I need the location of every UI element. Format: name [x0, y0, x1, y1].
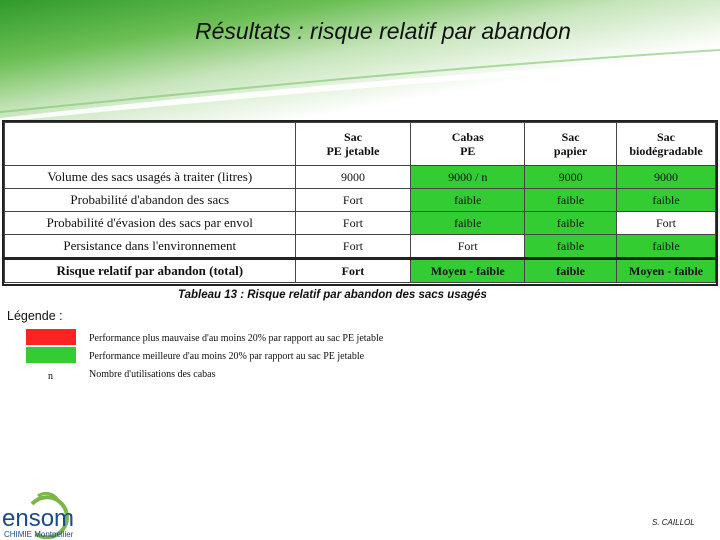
table-cell: faible [525, 212, 617, 235]
table-cell: 9000 [525, 166, 617, 189]
table-total-row [5, 259, 716, 283]
table-cell: faible [617, 235, 716, 259]
legend-text-symbol: Nombre d'utilisations des cabas [89, 369, 216, 380]
legend-title: Légende : [7, 309, 63, 323]
table-cell: Fort [295, 259, 411, 283]
header-col-4: Sac biodégradable [617, 123, 716, 166]
table-cell: faible [525, 259, 617, 283]
table-cell: Moyen - faible [411, 259, 525, 283]
slide-title: Résultats : risque relatif par abandon [195, 18, 571, 44]
table-cell: Fort [295, 189, 411, 212]
header-empty [5, 123, 296, 166]
table-cell: Fort [295, 235, 411, 259]
table-header-row [5, 123, 716, 166]
table-row [5, 212, 716, 235]
table-cell: Fort [411, 235, 525, 259]
table-cell: Moyen - faible [617, 259, 716, 283]
table-cell: 9000 [617, 166, 716, 189]
legend-text-better: Performance meilleure d'au moins 20% par rapport au sac PE jetable [89, 351, 365, 362]
table-cell: faible [617, 189, 716, 212]
table-caption: Tableau 13 : Risque relatif par abandon des sacs usagés [178, 289, 487, 301]
table-cell: faible [525, 189, 617, 212]
total-label: Risque relatif par abandon (total) [5, 259, 296, 283]
table-cell: faible [525, 235, 617, 259]
table-row [5, 235, 716, 259]
header-col-2: Cabas PE [411, 123, 525, 166]
table-cell: Fort [617, 212, 716, 235]
table-cell: faible [411, 212, 525, 235]
author-credit: S. CAILLOL [652, 518, 695, 527]
table-row [5, 166, 716, 189]
row-label: Volume des sacs usagés à traiter (litres) [5, 166, 296, 189]
logo-subtext: CHIMIE Montpellier [4, 530, 74, 539]
logo-word: ensom [2, 505, 75, 532]
risk-table [4, 122, 716, 283]
legend-swatch-green [26, 347, 76, 363]
table-cell: 9000 / n [411, 166, 525, 189]
header-col-3: Sac papier [525, 123, 617, 166]
legend-symbol: n [48, 371, 53, 382]
row-label: Probabilité d'abandon des sacs [5, 189, 296, 212]
table-cell: Fort [295, 212, 411, 235]
legend-swatch-red [26, 329, 76, 345]
row-label: Persistance dans l'environnement [5, 235, 296, 259]
legend-text-worse: Performance plus mauvaise d'au moins 20% par rapport au sac PE jetable [89, 333, 384, 344]
table-cell: faible [411, 189, 525, 212]
table-cell: 9000 [295, 166, 411, 189]
row-label: Probabilité d'évasion des sacs par envol [5, 212, 296, 235]
header-col-1: Sac PE jetable [295, 123, 411, 166]
table-row [5, 189, 716, 212]
